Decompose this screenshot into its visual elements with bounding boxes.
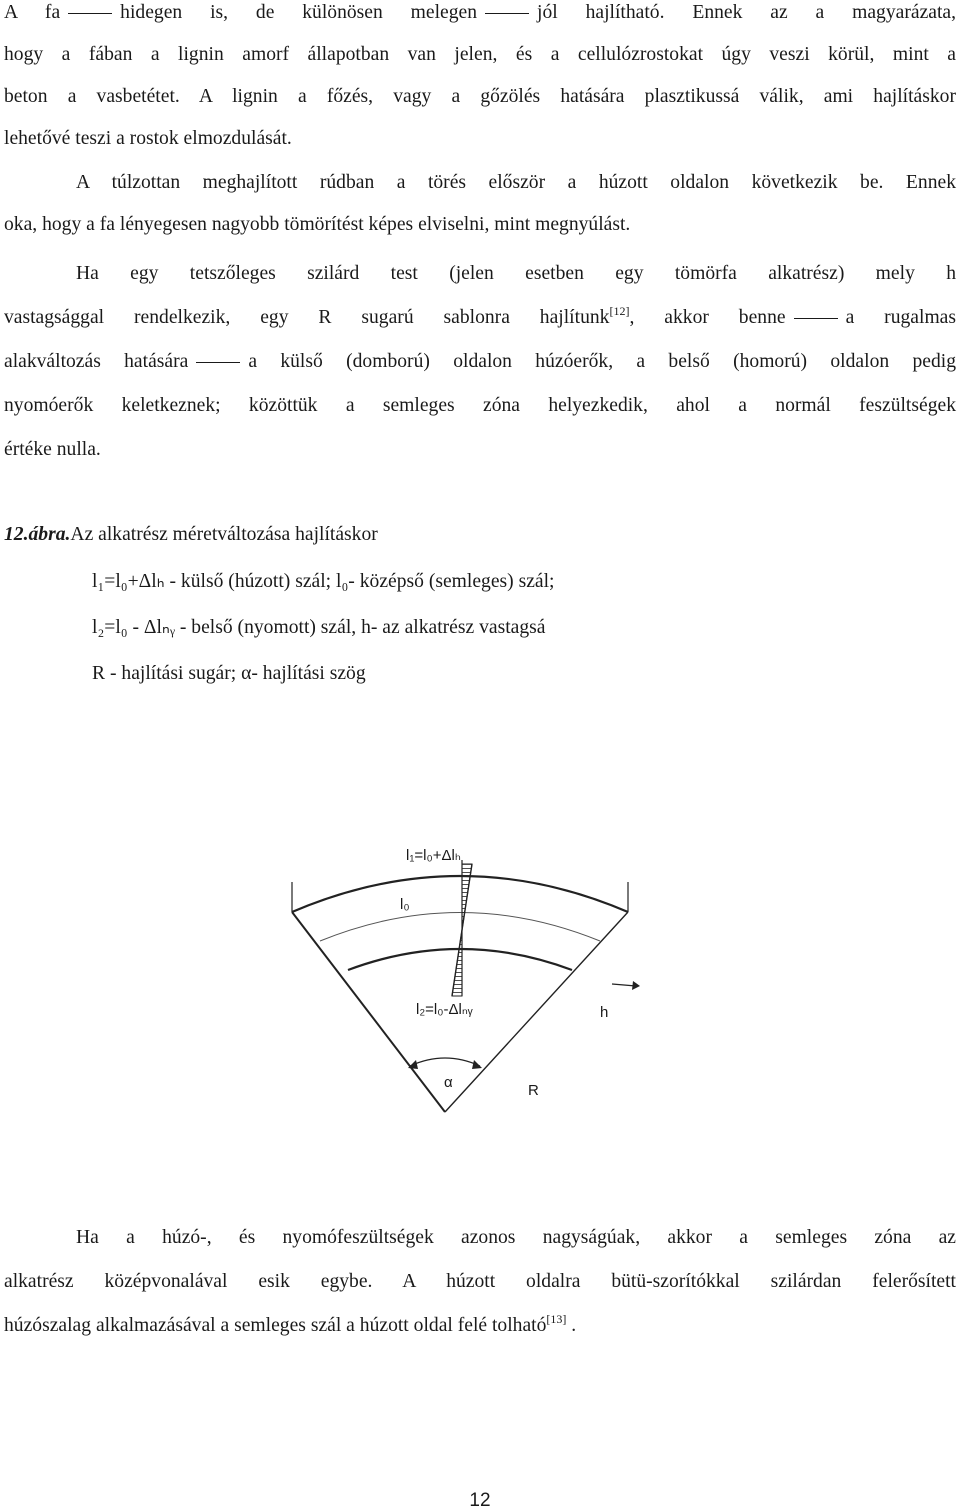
text-line: A túlzottan meghajlított rúdban a törés először a húzott oldalon következik be. Ennek bbox=[76, 172, 956, 193]
outer-arc bbox=[292, 876, 628, 912]
text-line bbox=[4, 0, 956, 34]
legend-line-outer: l₁=l₀+Δlₕ - külső (húzott) szál; l₀- középső (semleges) szál; bbox=[92, 571, 555, 592]
text-line bbox=[4, 296, 956, 340]
figure-number: 12.ábra. bbox=[4, 524, 71, 545]
text-segment: a rugalmas bbox=[845, 307, 957, 328]
page-number: 12 bbox=[469, 1490, 491, 1511]
text-segment: A fa bbox=[4, 2, 61, 23]
label-R: R bbox=[528, 1082, 539, 1099]
text-line: hogy a fában a lignin amorf állapotban van jelen, és a cellulózrostokat úgy veszi körül, mint a bbox=[4, 44, 956, 65]
text-segment: húzószalag alkalmazásával a semleges szál a húzott oldal felé tolható bbox=[4, 1315, 547, 1336]
text-line: Ha egy tetszőleges szilárd test (jelen esetben egy tömörfa alkatrész) mely h bbox=[76, 263, 956, 284]
text-segment: vastagsággal rendelkezik, egy R sugarú sablonra hajlítunk bbox=[4, 307, 610, 328]
alpha-arrow-right bbox=[472, 1060, 482, 1069]
neutral-arc bbox=[320, 913, 600, 942]
text-segment: . bbox=[566, 1315, 577, 1336]
text-segment: hidegen is, de különösen melegen bbox=[120, 2, 478, 23]
h-arrow-head bbox=[632, 981, 640, 990]
legend-line-radius: R - hajlítási sugár; α- hajlítási szög bbox=[92, 663, 366, 684]
dash bbox=[485, 13, 529, 14]
figure-caption bbox=[4, 514, 378, 556]
text-line: alkatrész középvonalával esik egybe. A húzott oldalra bütü-szorítókkal szilárdan felerősített bbox=[4, 1271, 956, 1292]
paragraph-wood-bending bbox=[4, 0, 956, 160]
text-segment: alakváltozás hatására bbox=[4, 351, 189, 372]
paragraph-neutral-shift bbox=[4, 1216, 956, 1348]
text-line: oka, hogy a fa lényegesen nagyobb tömörítést képes elviselni, mint megnyúlást. bbox=[4, 214, 631, 235]
bending-diagram bbox=[240, 820, 720, 1150]
label-alpha: α bbox=[444, 1074, 453, 1091]
paragraph-neutral-zone bbox=[4, 252, 956, 472]
figure-title: Az alkatrész méretváltozása hajlításkor bbox=[70, 524, 378, 545]
bending-diagram-svg bbox=[240, 820, 720, 1150]
reference-12: [12] bbox=[609, 304, 630, 318]
dash bbox=[794, 318, 838, 319]
label-h: h bbox=[600, 1004, 609, 1021]
label-l2: l₂=l₀-Δlₙᵧ bbox=[416, 1001, 473, 1018]
legend-line-inner: l₂=l₀ - Δlₙᵧ - belső (nyomott) szál, h- az alkatrész vastagsá bbox=[92, 617, 546, 638]
alpha-arc bbox=[410, 1058, 480, 1066]
text-segment: , akkor benne bbox=[629, 307, 786, 328]
text-line: nyomóerők keletkeznek; közöttük a semleges zóna helyezkedik, ahol a normál feszültségek bbox=[4, 395, 956, 416]
dash bbox=[68, 13, 112, 14]
text-segment: a külső (domború) oldalon húzóerők, a belső (homorú) oldalon pedig bbox=[248, 351, 957, 372]
text-line: lehetővé teszi a rostok elmozdulását. bbox=[4, 128, 292, 149]
label-l1: l₁=l₀+Δlₕ bbox=[406, 847, 461, 864]
dash bbox=[196, 362, 240, 363]
text-segment: jól hajlítható. Ennek az a magyarázata, bbox=[537, 2, 956, 23]
text-line: beton a vasbetétet. A lignin a főzés, vagy a gőzölés hatására plasztikussá válik, ami hajlításkor bbox=[4, 86, 956, 107]
label-l0: l₀ bbox=[400, 896, 410, 913]
text-line bbox=[4, 340, 956, 384]
text-line: Ha a húzó-, és nyomófeszültségek azonos nagyságúak, akkor a semleges zóna az bbox=[76, 1227, 956, 1248]
h-arrow-line bbox=[612, 984, 636, 986]
reference-13: [13] bbox=[546, 1312, 567, 1326]
text-line bbox=[4, 1304, 956, 1348]
text-line: értéke nulla. bbox=[4, 439, 101, 460]
paragraph-fracture bbox=[4, 162, 956, 246]
